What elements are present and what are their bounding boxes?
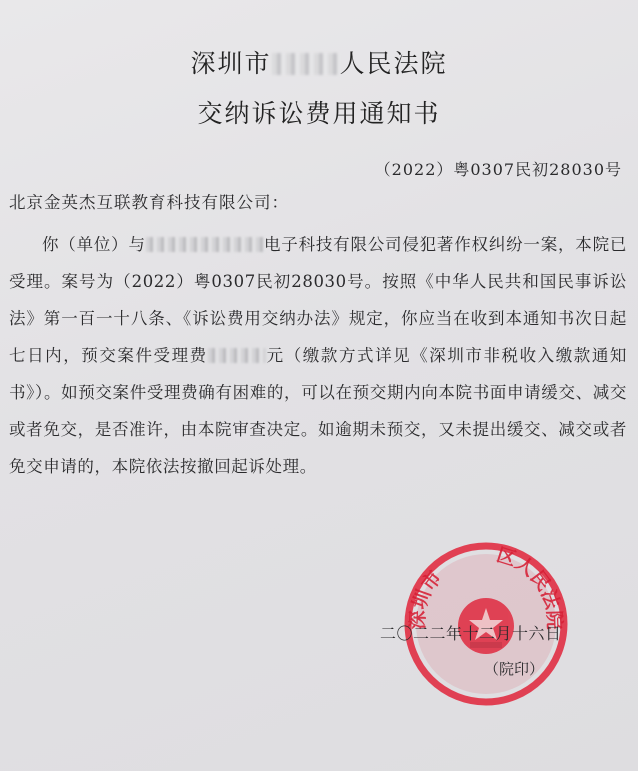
case-number: （2022）粤0307民初28030号 <box>374 160 622 179</box>
redacted-amount <box>208 348 266 363</box>
addressee: 北京金英杰互联教育科技有限公司： <box>9 193 289 212</box>
page-title <box>0 44 638 80</box>
title-prefix: 深圳市 <box>190 49 272 78</box>
redacted-district <box>272 53 340 75</box>
document-subtitle: 交纳诉讼费用通知书 <box>197 99 441 128</box>
body-part-3: 元（缴款方式详见《深圳市非税收入缴款通知书》）。如预交案件受理费确有困难的，可以在预交期内向本院书面申请缓交、减交或者免交，是否准许，由本院审查决定。如逾期未预交，又未提出缓交、减交或者免交申请的，本院依法按撤回起诉处理。 <box>9 346 628 476</box>
seal-text: 深圳市 区人民法院 <box>406 543 566 630</box>
issue-date: 二〇二二年十二月十六日 <box>380 624 562 643</box>
seal-label: （院印） <box>484 660 545 678</box>
body-part-2: 电子科技有限公司侵犯著作权纠纷一案，本院已受理。案号为（2022）粤0307民初28030号。按照《中华人民共和国民事诉讼法》第一百一十八条、《诉讼费用交纳办法》规定，你应当在收到本通知书次日起七日内，预交案件受理费 <box>9 235 627 365</box>
notice-body <box>9 226 627 485</box>
body-part-1: 你（单位）与 <box>42 235 146 254</box>
title-suffix: 人民法院 <box>339 49 448 78</box>
redacted-party <box>146 237 264 252</box>
